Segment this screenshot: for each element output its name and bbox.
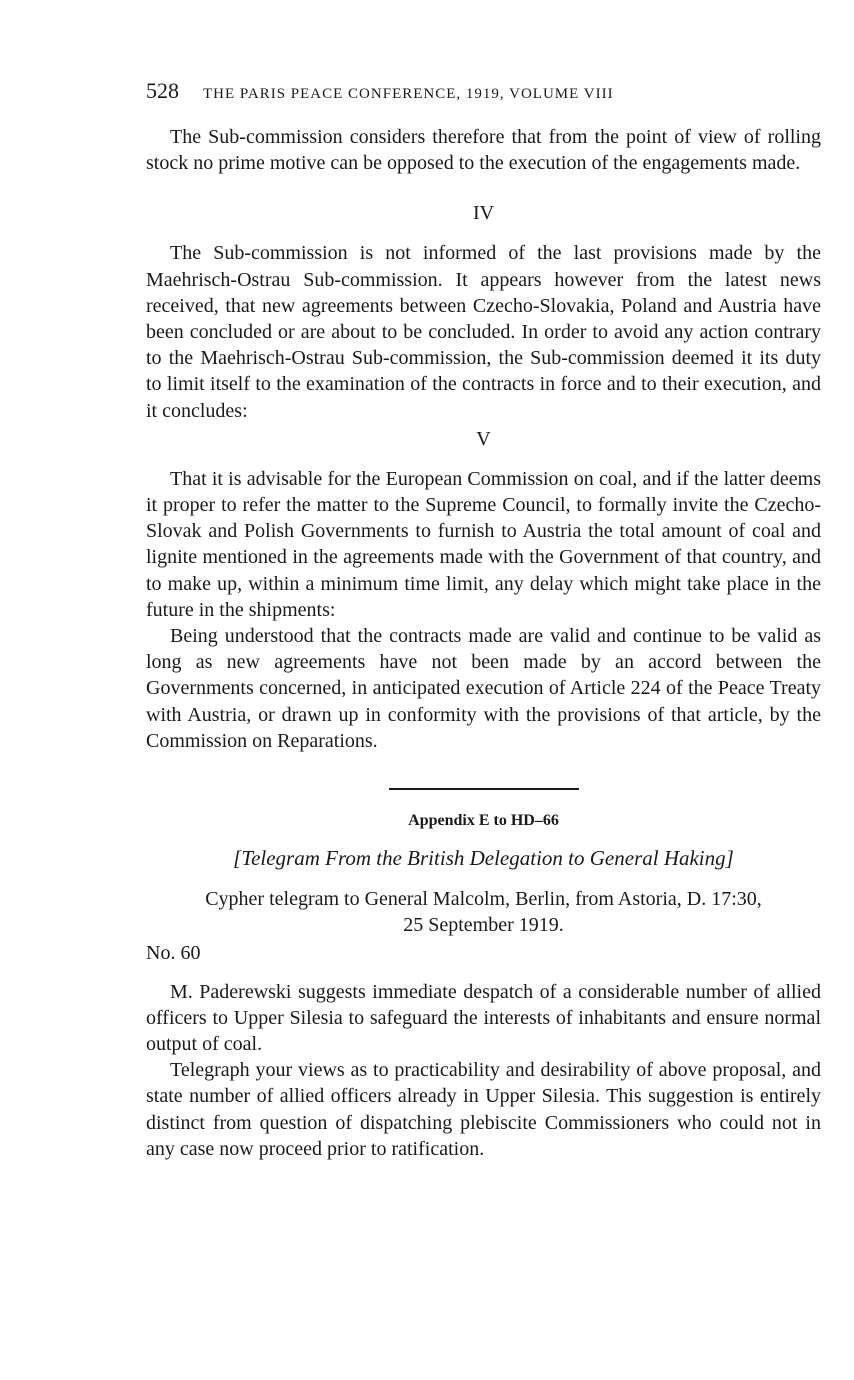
telegram-paragraph-views: Telegraph your views as to practicability and desirability of above proposal, and state number of allied officers already in Upper Silesia. This suggestion is entirely distinct from question of dispatching plebiscite Commissioners who could not in any case now proceed prior to ratification. [146,1059,821,1160]
paragraph-rolling-stock: The Sub-commission considers therefore that from the point of view of rolling stock no prime motive can be opposed to the execution of the engagements made. [146,126,821,175]
document-page [146,78,821,1162]
section-number-v: V [476,427,491,450]
appendix-heading: Appendix E to HD–66 [408,812,559,830]
running-title: THE PARIS PEACE CONFERENCE, 1919, VOLUME VIII [203,86,614,102]
section-number-iv: IV [472,202,495,225]
cypher-line-1: Cypher telegram to General Malcolm, Berlin, from Astoria, D. 17:30, [205,888,762,911]
running-head [146,78,821,110]
telegram-heading: [Telegram From the British Delegation to General Haking] [233,846,734,871]
cypher-line-2: 25 September 1919. [403,914,564,937]
section-divider [389,788,579,790]
telegram-paragraph-officers: M. Paderewski suggests immediate despatch of a considerable number of allied officers to Upper Silesia to safeguard the interests of inhabitants and ensure normal output of coal. [146,980,821,1056]
paragraph-recommendation: That it is advisable for the European Commission on coal, and if the latter deems it proper to refer the matter to the Supreme Council, to formally invite the Czecho-Slovak and Polish Governments to furnish to Austria the total amount of coal and lignite mentioned in the agreements made with the Government of that country, and to make up, within a minimum time limit, any delay which might take place in the future in the shipments: [146,467,821,621]
paragraph-contracts-valid: Being understood that the contracts made are valid and continue to be valid as long as new agreements have not been made by an accord between the Governments concerned, in anticipated execution of Article 224 of the Peace Treaty with Austria, or drawn up in conformity with the provisions of that article, by the Commission on Reparations. [146,625,821,752]
page-number: 528 [146,78,179,103]
telegram-number: No. 60 [146,942,201,965]
paragraph-maehrisch-ostrau: The Sub-commission is not informed of the last provisions made by the Maehrisch-Ostrau Sub-commission. It appears however from the latest news received, that new agreements between Czecho-Slovakia, Poland and Austria have been concluded or are about to be concluded. In order to avoid any action contrary to the Maehrisch-Ostrau Sub-commission, the Sub-commission deemed it its duty to limit itself to the examination of the contracts in force and to their execution, and it concludes: [146,242,821,422]
